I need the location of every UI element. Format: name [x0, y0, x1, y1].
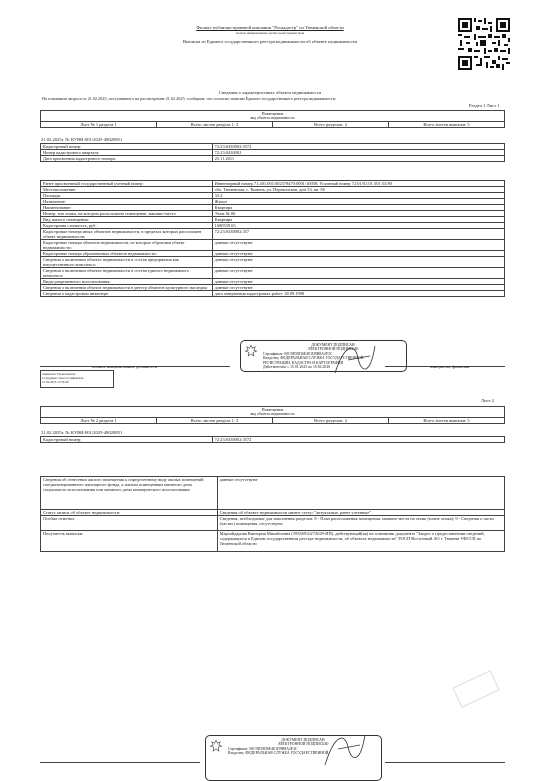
- row-label: Наименование:: [41, 205, 213, 211]
- handwritten-signature-icon: [330, 338, 380, 378]
- row-value: данные отсутствуют: [212, 240, 504, 251]
- row-value: 33.2: [212, 193, 504, 199]
- table-row: [41, 291, 505, 297]
- handwritten-signature-icon: [320, 725, 370, 767]
- stamp-line: Владелец: ФЕДЕРАЛЬНАЯ СЛУЖБА ГОСУДАРСТВЕННОЙ: [228, 751, 329, 756]
- row-label: Площадь:: [41, 193, 213, 199]
- stamp-line: РЕГИСТРАЦИИ, КАДАСТРА И КАРТОГРАФИИ: [263, 360, 344, 365]
- row-value: 25.11.2011: [212, 156, 504, 162]
- stamp-line: ЭЛЕКТРОННОЙ ПОДПИСЬЮ: [277, 742, 329, 747]
- page2-details-table: [40, 476, 505, 552]
- row-value: дата завершения кадастровых работ: 28.09.1998: [212, 291, 504, 297]
- row-value: Сведения об объекте недвижимости имеют статус "актуальные, ранее учтенные": [217, 510, 504, 516]
- sheets-total: Всего листов раздела 1: 2: [157, 418, 273, 424]
- row-label: Сведения об отнесении жилого помещения к определенному виду жилых помещений специализированного жилищного фонда, к жилым помещениям наемного дома социального использования или наемного дома коммерческого использования:: [41, 477, 218, 510]
- sheet-2-label: Лист 2: [481, 398, 495, 403]
- position-label: полное наименование должности: [92, 364, 158, 369]
- row-label: Кадастровые номера объектов недвижимости, из которых образован объект недвижимости:: [41, 240, 213, 251]
- operator-line: Сотрудник: Ольга Сливинская: [42, 376, 84, 380]
- row-value: 72:23:0430002:3572: [212, 437, 504, 443]
- extract-title: Выписка из Единого государственного реестра недвижимости об объекте недвижимости: [183, 39, 357, 44]
- row-value: Сведения, необходимые для заполнения разделов: 8 - План расположения помещения, машино-места на этаже (плане этажа); 9 - Сведения о части (частях) помещения, отсутствуют.: [217, 516, 504, 531]
- row-label: Статус записи об объекте недвижимости:: [41, 510, 218, 516]
- row-label: Кадастровые номера образованных объектов недвижимости:: [41, 251, 213, 257]
- stamp-line: ДОКУМЕНТ ПОДПИСАН: [311, 343, 355, 347]
- row-value: 72:23:0430002: [212, 150, 504, 156]
- row-label: Кадастровый номер:: [41, 437, 213, 443]
- stamp-line: ЭЛЕКТРОННОЙ ПОДПИСЬЮ: [307, 347, 359, 352]
- request-text: На основании запроса от 21.02.2025, поступившего на рассмотрение 21.02.2025, сообщаем, что согласно записям Единого государственного реестра недвижимости:: [42, 96, 337, 101]
- table-row: [41, 477, 505, 510]
- doc-number: 21.02.2025г. № КУВИ-001/2025-48028851: [41, 137, 123, 142]
- row-value: 1680539.65: [212, 223, 504, 229]
- table-row: [41, 257, 505, 268]
- eagle-emblem-icon: [244, 344, 258, 358]
- row-label: Назначение:: [41, 199, 213, 205]
- name-label: инициалы, фамилия: [430, 364, 470, 369]
- page1-cadastral-table: [40, 143, 505, 162]
- row-label: Дата присвоения кадастрового номера:: [41, 156, 213, 162]
- row-label: Вид жилого помещения:: [41, 217, 213, 223]
- doc-number-2: 21.02.2025г. № КУВИ-001/2025-48028851: [41, 430, 123, 435]
- row-label: Номер кадастрового квартала:: [41, 150, 213, 156]
- row-value: данные отсутствуют: [212, 257, 504, 268]
- stamp-line: Действителен: с 15.01.2025 по 10.04.2026: [263, 365, 331, 370]
- row-value: данные отсутствуют: [217, 477, 504, 510]
- page1-header-table: [40, 110, 505, 128]
- page1-characteristics-table: [40, 180, 505, 297]
- divider: [385, 762, 505, 763]
- sheets-total: Всего листов раздела 1: 2: [157, 122, 273, 128]
- object-kind-sub: вид объекта недвижимости: [41, 116, 505, 122]
- page2-header-table: [40, 406, 505, 424]
- row-label: Кадастровые номера иных объектов недвижимости, в пределах которых расположен объект недвижимости:: [41, 229, 213, 240]
- object-kind: Помещение: [41, 111, 505, 117]
- table-row: [41, 531, 505, 552]
- row-value: данные отсутствуют: [212, 268, 504, 279]
- object-kind-sub: вид объекта недвижимости: [41, 412, 505, 418]
- eagle-emblem-icon: [209, 739, 223, 753]
- row-label: Сведения о включении объекта недвижимости в состав единого недвижимого комплекса:: [41, 268, 213, 279]
- divider: [40, 762, 200, 763]
- sections-total: Всего разделов: 2: [273, 122, 389, 128]
- row-label: Кадастровый номер:: [41, 144, 213, 150]
- section-label: Раздел 1 Лист 1: [469, 103, 500, 108]
- extract-sheets-total: Всего листов выписки: 5: [389, 122, 505, 128]
- row-label: Сведения о включении объекта недвижимости в состав предприятия как имущественного комплекса:: [41, 257, 213, 268]
- row-label: Виды разрешенного использования:: [41, 279, 213, 285]
- stamp-line: Сертификат: 00C9D58D6E4E1D9B8A2F3C: [228, 746, 298, 751]
- row-value: обл. Тюменская, г. Тюмень, ул. Перекопская, дом 53, кв. 58: [212, 187, 504, 193]
- sheet-number: Лист № 1 раздела 1: [41, 122, 157, 128]
- object-kind: Помещение: [41, 407, 505, 413]
- table-row: [41, 156, 505, 162]
- row-label: Ранее присвоенный государственный учетный номер:: [41, 181, 213, 187]
- row-label: Сведения о включении объекта недвижимости в реестр объектов культурного наследия:: [41, 285, 213, 291]
- extract-sheets-total: Всего листов выписки: 5: [389, 418, 505, 424]
- characteristics-title: Сведения о характеристиках объекта недвижимости: [218, 90, 322, 95]
- page2-cadastral-table: [40, 436, 505, 443]
- row-label: Местоположение:: [41, 187, 213, 193]
- table-row: [41, 437, 505, 443]
- table-row: [41, 229, 505, 240]
- row-label: Номер, тип этажа, на котором расположено помещение, машино-место: [41, 211, 213, 217]
- table-row: [41, 240, 505, 251]
- faint-stamp: [452, 670, 499, 708]
- row-value: Этаж № 06: [212, 211, 504, 217]
- operator-line: 21.02.2025 12:56:40: [42, 380, 69, 384]
- sections-total: Всего разделов: 2: [273, 418, 389, 424]
- sheet-number: Лист № 2 раздела 1: [41, 418, 157, 424]
- operator-line: Заявитель: Пользователь: [42, 372, 76, 376]
- row-label: Получатель выписки:: [41, 531, 218, 552]
- operator-box: [40, 370, 114, 388]
- row-label: Кадастровая стоимость, руб.:: [41, 223, 213, 229]
- row-value: 72:23:0430002:357: [212, 229, 504, 240]
- stamp-line: Сертификат: 00C9D58D6E4E1D9B8A2F3C: [263, 351, 333, 356]
- e-signature-stamp: [240, 340, 407, 372]
- row-value: Мархайдарова Виктория Михайловна (393569/24/72029-ИП), действующий(ая) на основании документа "Запрос о предоставлении сведений, содержащихся в Едином государственном реестре недвижимости, об объектах недвижимости" РОСП Восточный АО г. Тюмени УФССП по Тюменской области: [217, 531, 504, 552]
- stamp-line: Владелец: ФЕДЕРАЛЬНАЯ СЛУЖБА ГОСУДАРСТВЕННОЙ: [263, 356, 364, 361]
- qr-code-icon: [458, 18, 510, 70]
- row-label: Сведения о кадастровом инженере:: [41, 291, 213, 297]
- stamp-line: ДОКУМЕНТ ПОДПИСАН: [281, 738, 325, 742]
- org-sub: полное наименование органа регистрации прав: [235, 31, 305, 35]
- row-value: данные отсутствуют: [212, 279, 504, 285]
- table-row: [41, 516, 505, 531]
- row-value: Жилое: [212, 199, 504, 205]
- row-value: 72:23:0430002:3572: [212, 144, 504, 150]
- row-value: Квартира: [212, 217, 504, 223]
- org-name: Филиал публично-правовой компании "Роскадастр" по Тюменской области: [196, 25, 344, 30]
- table-row: [41, 268, 505, 279]
- row-value: Инвентарный номер 71:401:001:002378470:0001:10058; Условный номер 72:01/01:01:301:53:80: [212, 181, 504, 187]
- row-value: Квартира: [212, 205, 504, 211]
- row-value: данные отсутствуют: [212, 285, 504, 291]
- row-value: данные отсутствуют: [212, 251, 504, 257]
- row-label: Особые отметки:: [41, 516, 218, 531]
